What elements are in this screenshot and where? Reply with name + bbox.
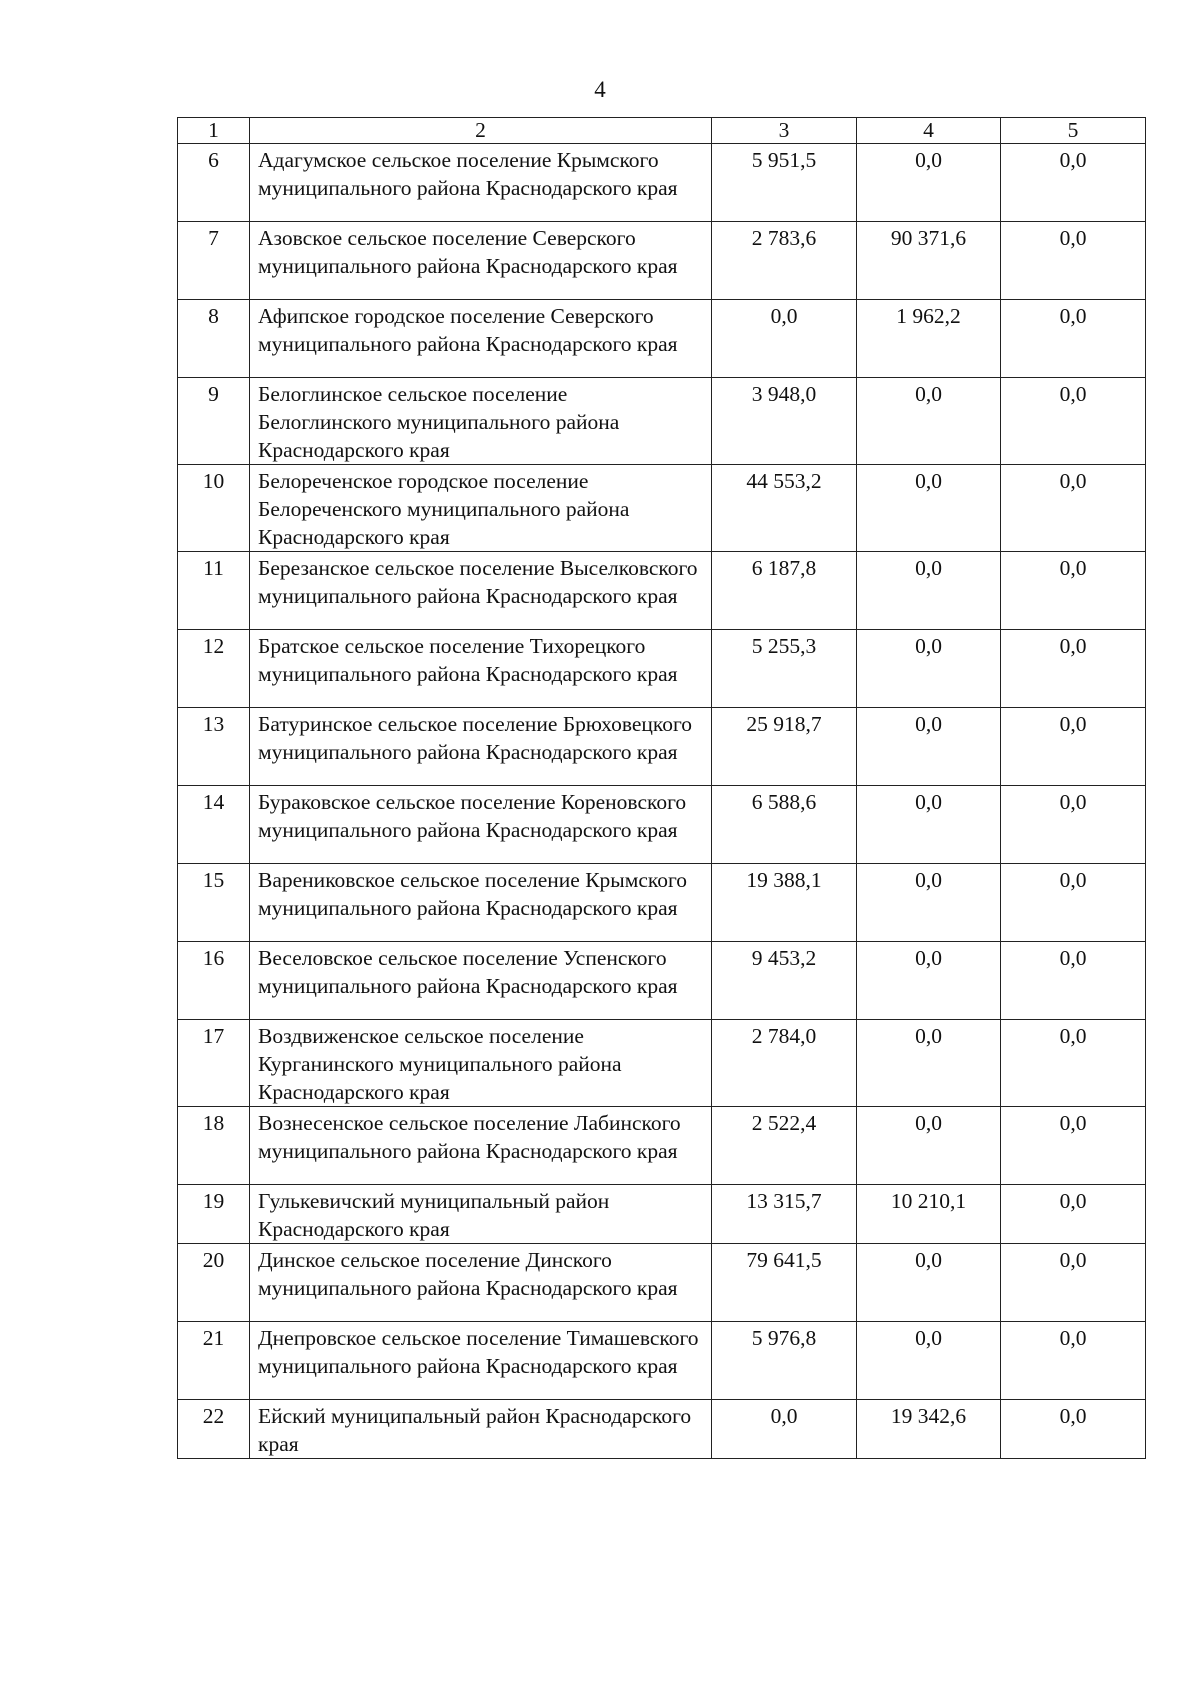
row-number-cell: 13 [178,708,250,786]
column-4-value-cell: 1 962,2 [857,300,1001,378]
table-row [178,942,1146,1020]
table-row [178,222,1146,300]
column-5-value-cell: 0,0 [1001,1244,1146,1322]
row-number-cell: 8 [178,300,250,378]
column-3-value-cell: 5 976,8 [712,1322,857,1400]
row-number-cell: 18 [178,1107,250,1185]
row-number-cell: 6 [178,144,250,222]
column-4-value-cell: 0,0 [857,708,1001,786]
row-number-cell: 21 [178,1322,250,1400]
column-4-value-cell: 0,0 [857,144,1001,222]
settlement-name-cell: Бураковское сельское поселение Кореновского муниципального района Краснодарского края [250,786,712,864]
row-number-cell: 14 [178,786,250,864]
column-3-value-cell: 5 255,3 [712,630,857,708]
row-number-cell: 22 [178,1400,250,1459]
column-3-value-cell: 0,0 [712,300,857,378]
row-number-cell: 12 [178,630,250,708]
column-3-value-cell: 13 315,7 [712,1185,857,1244]
column-5-value-cell: 0,0 [1001,630,1146,708]
column-3-value-cell: 9 453,2 [712,942,857,1020]
header-cell-1: 1 [178,118,250,144]
column-3-value-cell: 2 522,4 [712,1107,857,1185]
column-4-value-cell: 90 371,6 [857,222,1001,300]
column-3-value-cell: 19 388,1 [712,864,857,942]
column-4-value-cell: 0,0 [857,786,1001,864]
table-row [178,1400,1146,1459]
table-row [178,552,1146,630]
settlement-name-cell: Ейский муниципальный район Краснодарского края [250,1400,712,1459]
column-3-value-cell: 6 187,8 [712,552,857,630]
header-cell-5: 5 [1001,118,1146,144]
row-number-cell: 11 [178,552,250,630]
row-number-cell: 20 [178,1244,250,1322]
column-3-value-cell: 2 784,0 [712,1020,857,1107]
page-number: 4 [594,77,606,102]
row-number-cell: 16 [178,942,250,1020]
table-row [178,708,1146,786]
column-3-value-cell: 3 948,0 [712,378,857,465]
settlement-name-cell: Березанское сельское поселение Выселковского муниципального района Краснодарского края [250,552,712,630]
table-row [178,300,1146,378]
column-5-value-cell: 0,0 [1001,1322,1146,1400]
column-5-value-cell: 0,0 [1001,378,1146,465]
column-4-value-cell: 0,0 [857,1322,1001,1400]
table-header-row [178,118,1146,144]
column-5-value-cell: 0,0 [1001,864,1146,942]
column-5-value-cell: 0,0 [1001,144,1146,222]
column-4-value-cell: 0,0 [857,378,1001,465]
column-4-value-cell: 0,0 [857,1244,1001,1322]
column-4-value-cell: 0,0 [857,864,1001,942]
column-5-value-cell: 0,0 [1001,1020,1146,1107]
column-4-value-cell: 0,0 [857,552,1001,630]
column-5-value-cell: 0,0 [1001,552,1146,630]
settlement-name-cell: Вознесенское сельское поселение Лабинского муниципального района Краснодарского края [250,1107,712,1185]
column-3-value-cell: 5 951,5 [712,144,857,222]
settlement-name-cell: Белоглинское сельское поселение Белоглинского муниципального района Краснодарского края [250,378,712,465]
column-3-value-cell: 0,0 [712,1400,857,1459]
column-4-value-cell: 0,0 [857,942,1001,1020]
settlement-name-cell: Варениковское сельское поселение Крымского муниципального района Краснодарского края [250,864,712,942]
row-number-cell: 9 [178,378,250,465]
row-number-cell: 15 [178,864,250,942]
settlement-name-cell: Гулькевичский муниципальный район Краснодарского края [250,1185,712,1244]
settlement-name-cell: Белореченское городское поселение Белореченского муниципального района Краснодарского края [250,465,712,552]
settlement-name-cell: Братское сельское поселение Тихорецкого муниципального района Краснодарского края [250,630,712,708]
column-5-value-cell: 0,0 [1001,222,1146,300]
column-5-value-cell: 0,0 [1001,300,1146,378]
table-row [178,465,1146,552]
column-4-value-cell: 0,0 [857,630,1001,708]
table-row [178,1244,1146,1322]
allocation-table [177,117,1146,1459]
column-5-value-cell: 0,0 [1001,786,1146,864]
row-number-cell: 19 [178,1185,250,1244]
settlement-name-cell: Воздвиженское сельское поселение Курганинского муниципального района Краснодарского края [250,1020,712,1107]
header-cell-2: 2 [250,118,712,144]
table-row [178,786,1146,864]
row-number-cell: 10 [178,465,250,552]
settlement-name-cell: Батуринское сельское поселение Брюховецкого муниципального района Краснодарского края [250,708,712,786]
column-5-value-cell: 0,0 [1001,708,1146,786]
column-4-value-cell: 0,0 [857,465,1001,552]
column-4-value-cell: 0,0 [857,1107,1001,1185]
settlement-name-cell: Динское сельское поселение Динского муниципального района Краснодарского края [250,1244,712,1322]
table-row [178,1107,1146,1185]
column-3-value-cell: 6 588,6 [712,786,857,864]
settlement-name-cell: Адагумское сельское поселение Крымского муниципального района Краснодарского края [250,144,712,222]
column-4-value-cell: 10 210,1 [857,1185,1001,1244]
header-cell-4: 4 [857,118,1001,144]
header-cell-3: 3 [712,118,857,144]
settlement-name-cell: Веселовское сельское поселение Успенского муниципального района Краснодарского края [250,942,712,1020]
settlement-name-cell: Днепровское сельское поселение Тимашевского муниципального района Краснодарского края [250,1322,712,1400]
row-number-cell: 7 [178,222,250,300]
column-4-value-cell: 19 342,6 [857,1400,1001,1459]
column-5-value-cell: 0,0 [1001,1400,1146,1459]
table-row [178,1020,1146,1107]
settlement-name-cell: Азовское сельское поселение Северского муниципального района Краснодарского края [250,222,712,300]
column-3-value-cell: 79 641,5 [712,1244,857,1322]
settlement-name-cell: Афипское городское поселение Северского муниципального района Краснодарского края [250,300,712,378]
table-row [178,144,1146,222]
table-row [178,864,1146,942]
table-row [178,378,1146,465]
column-5-value-cell: 0,0 [1001,465,1146,552]
column-5-value-cell: 0,0 [1001,1185,1146,1244]
column-3-value-cell: 25 918,7 [712,708,857,786]
column-4-value-cell: 0,0 [857,1020,1001,1107]
table-row [178,1185,1146,1244]
table-row [178,1322,1146,1400]
column-3-value-cell: 44 553,2 [712,465,857,552]
column-5-value-cell: 0,0 [1001,1107,1146,1185]
column-3-value-cell: 2 783,6 [712,222,857,300]
column-5-value-cell: 0,0 [1001,942,1146,1020]
table-row [178,630,1146,708]
row-number-cell: 17 [178,1020,250,1107]
